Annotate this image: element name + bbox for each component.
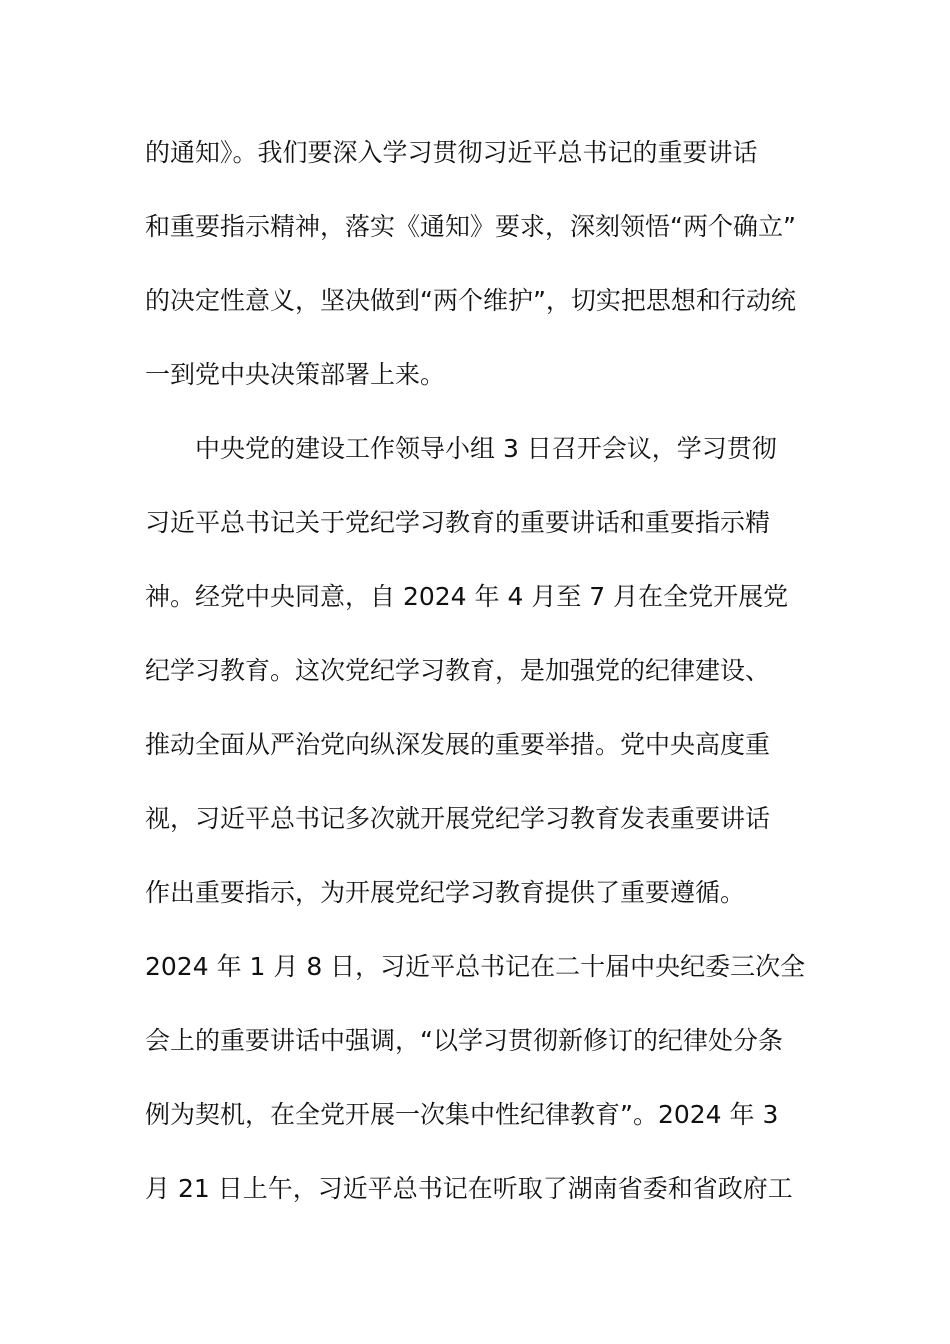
- text-line: 例为契机，在全党开展一次集中性纪律教育”。2024 年 3: [145, 1100, 779, 1129]
- text-line: 纪学习教育。这次党纪学习教育，是加强党的纪律建设、: [145, 656, 771, 685]
- text-line: 和重要指示精神，落实《通知》要求，深刻领悟“两个确立”: [145, 212, 796, 241]
- text-line: 的通知》。我们要深入学习贯彻习近平总书记的重要讲话: [145, 138, 758, 167]
- text-line: 的决定性意义，坚决做到“两个维护”，切实把思想和行动统: [145, 286, 796, 315]
- text-line: 神。经党中央同意，自 2024 年 4 月至 7 月在全党开展党: [145, 582, 789, 611]
- text-line: 习近平总书记关于党纪学习教育的重要讲话和重要指示精: [145, 508, 771, 537]
- text-line: 月 21 日上午，习近平总书记在听取了湖南省委和省政府工: [145, 1174, 793, 1203]
- text-line: 视，习近平总书记多次就开展党纪学习教育发表重要讲话: [145, 804, 771, 833]
- text-line: 会上的重要讲话中强调，“以学习贯彻新修订的纪律处分条: [145, 1026, 783, 1055]
- text-line: 作出重要指示，为开展党纪学习教育提供了重要遵循。: [145, 878, 746, 907]
- paragraph-start-line: 中央党的建设工作领导小组 3 日召开会议，学习贯彻: [195, 434, 777, 463]
- text-line: 一到党中央决策部署上来。: [145, 360, 446, 389]
- body-text: [145, 116, 825, 1226]
- text-line: 2024 年 1 月 8 日，习近平总书记在二十届中央纪委三次全: [145, 952, 806, 981]
- text-line: 推动全面从严治党向纵深发展的重要举措。党中央高度重: [145, 730, 771, 759]
